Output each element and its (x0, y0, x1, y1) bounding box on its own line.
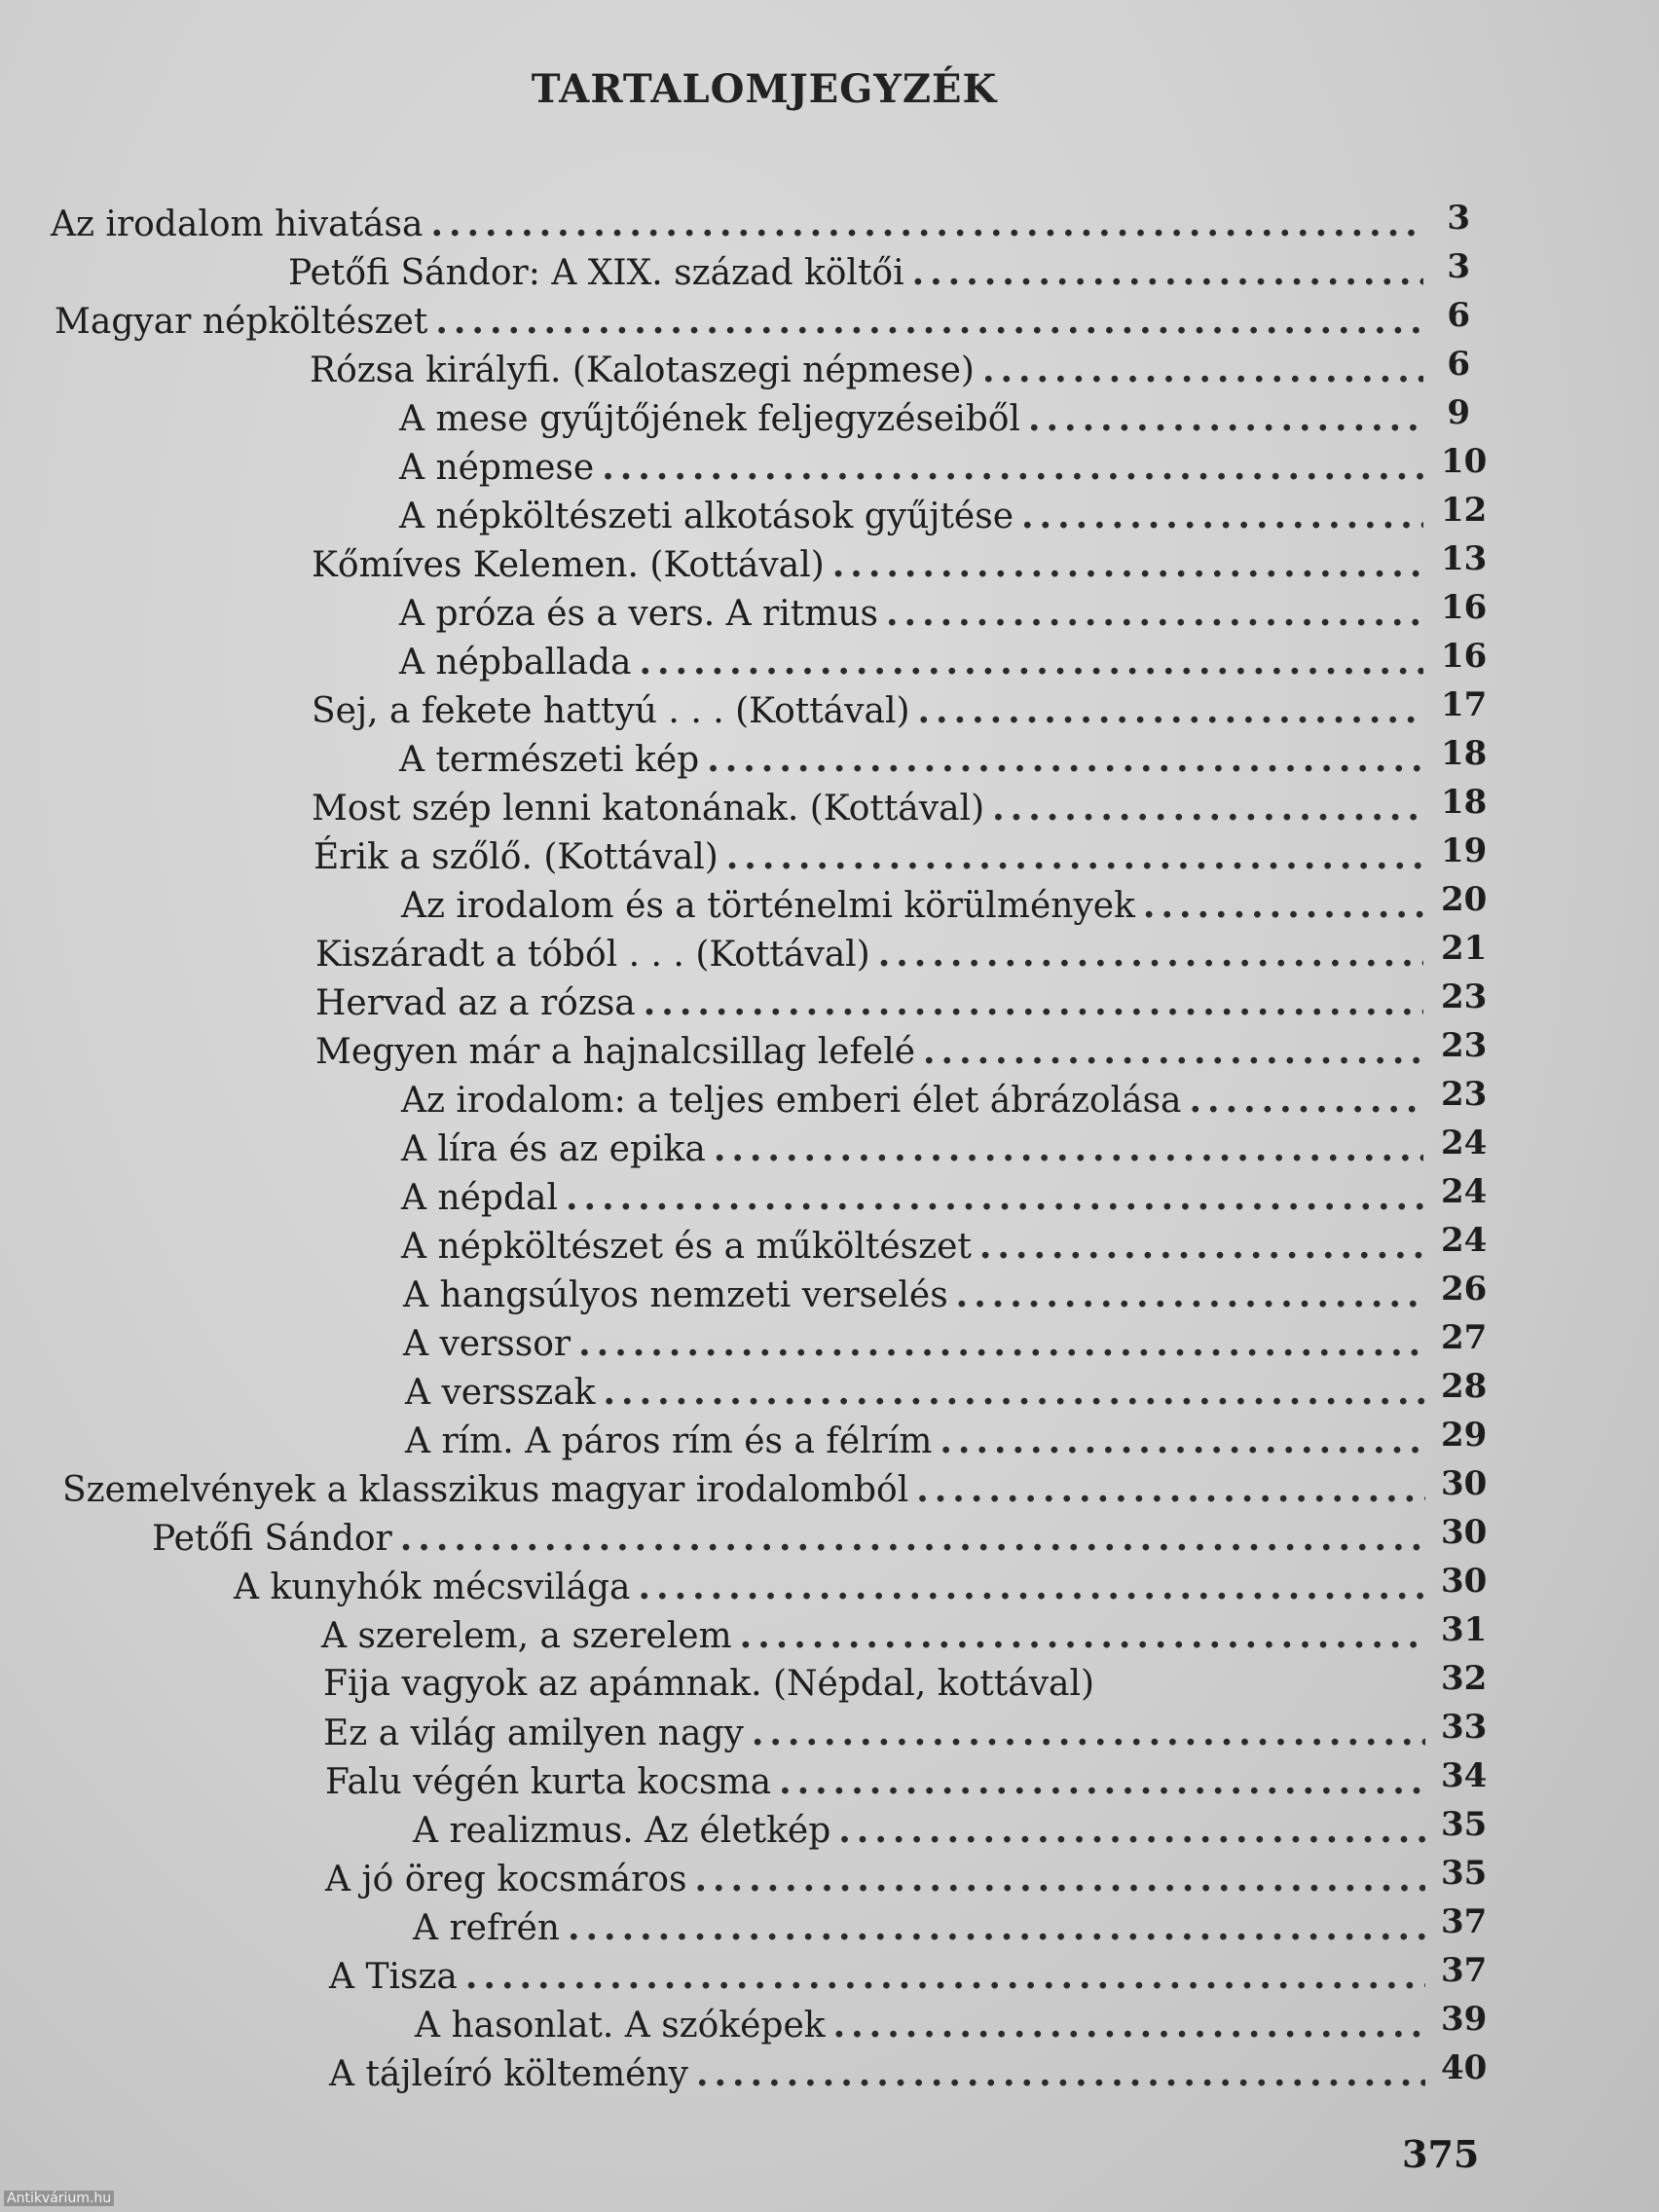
dot-leader (832, 540, 1423, 589)
toc-entry-page: 29 (1441, 1416, 1488, 1455)
toc-entry-title: A rím. A páros rím és a félrím (405, 1421, 933, 1461)
toc-entry (401, 881, 1423, 930)
toc-entry (405, 1368, 1427, 1417)
toc-entry-page: 17 (1441, 685, 1488, 724)
toc-entry-title: A hasonlat. A szóképek (415, 2006, 826, 2046)
toc-entry-page: 20 (1441, 880, 1488, 919)
dot-leader (923, 1027, 1423, 1076)
page-number: 375 (1402, 2132, 1480, 2176)
toc-entry-page: 37 (1441, 1902, 1488, 1941)
toc-entry-title: A verssor (403, 1324, 571, 1364)
toc-entry-page: 23 (1441, 1026, 1488, 1065)
dot-leader (940, 1417, 1425, 1465)
toc-entry (401, 1173, 1423, 1222)
watermark: Antikvárium.hu (4, 2191, 114, 2206)
toc-entry-title: A hangsúlyos nemzeti verselés (403, 1275, 948, 1315)
toc-entry-title: Ez a világ amilyen nagy (323, 1714, 744, 1753)
toc-entry (399, 443, 1423, 492)
toc-entry-page: 18 (1441, 734, 1488, 773)
dot-leader (714, 1124, 1423, 1173)
toc-entry (325, 1757, 1425, 1806)
toc-entry-title: Az irodalom és a történelmi körülmények (401, 886, 1135, 926)
dot-leader (639, 1563, 1426, 1611)
dot-leader (956, 1271, 1425, 1319)
toc-entry (399, 492, 1423, 540)
dot-leader (992, 784, 1423, 832)
toc-entry (312, 540, 1423, 589)
toc-entry-page: 6 (1447, 345, 1470, 384)
dot-leader (639, 638, 1423, 686)
toc-entry-title: Szemelvények a klasszikus magyar irodalomból (62, 1470, 909, 1510)
dot-leader (982, 346, 1423, 394)
toc-entry-title: A népmese (399, 448, 595, 488)
toc-entry-page: 24 (1441, 1221, 1488, 1260)
dot-leader (779, 1757, 1425, 1806)
toc-entry (51, 200, 1423, 248)
toc-entry-title: A kunyhók mécsvilága (234, 1567, 631, 1607)
toc-entry-title: A realizmus. Az életkép (413, 1811, 831, 1851)
toc-entry (405, 1417, 1425, 1465)
dot-leader (400, 1514, 1425, 1563)
toc-entry (413, 1806, 1425, 1855)
toc-entry-title: A líra és az epika (401, 1129, 706, 1169)
dot-leader (878, 930, 1423, 978)
dot-leader (694, 1855, 1425, 1903)
toc-entry (315, 1027, 1423, 1076)
dot-leader (1021, 492, 1423, 540)
toc-entry-page: 19 (1441, 831, 1488, 870)
toc-entry-title: A versszak (405, 1373, 596, 1413)
dot-leader (979, 1222, 1423, 1271)
page-title: TARTALOMJEGYZÉK (531, 66, 998, 112)
toc-entry-title: Hervad az a rózsa (315, 983, 636, 1023)
dot-leader (726, 832, 1423, 881)
toc-entry-page: 10 (1441, 442, 1488, 481)
dot-leader (916, 1465, 1425, 1514)
toc-entry-page: 24 (1441, 1124, 1488, 1162)
toc-entry (55, 297, 1423, 346)
toc-entry-page: 13 (1441, 539, 1488, 578)
toc-entry-title: A mese gyűjtőjének feljegyzéseiből (399, 399, 1020, 439)
toc-entry-title: Rózsa királyfi. (Kalotaszegi népmese) (310, 350, 975, 390)
dot-leader (644, 978, 1423, 1027)
toc-entry-title: Kiszáradt a tóból . . . (Kottával) (315, 935, 870, 975)
toc-entry-title: Kőmíves Kelemen. (Kottával) (312, 545, 825, 585)
toc-entry-page: 30 (1441, 1464, 1488, 1503)
dot-leader (568, 1903, 1425, 1952)
toc-entry (413, 1903, 1425, 1952)
toc-entry-page: 30 (1441, 1513, 1488, 1552)
toc-entry-page: 12 (1441, 491, 1488, 530)
toc-entry-page: 18 (1441, 783, 1488, 822)
toc-entry (313, 832, 1423, 881)
toc-entry (329, 1952, 1425, 2001)
dot-leader (1190, 1076, 1423, 1124)
toc-entry-page: 9 (1447, 393, 1470, 432)
toc-entry-title: A szerelem, a szerelem (321, 1616, 732, 1656)
toc-entry (403, 1271, 1425, 1319)
toc-entry-title: A népköltészet és a műköltészet (401, 1227, 972, 1267)
toc-entry-page: 27 (1441, 1318, 1488, 1357)
toc-entry (399, 735, 1423, 784)
toc-entry-title: Az irodalom: a teljes emberi élet ábrázolása (401, 1081, 1182, 1121)
dot-leader (566, 1173, 1423, 1222)
toc-entry-page: 30 (1441, 1562, 1488, 1601)
toc-entry-page: 24 (1441, 1172, 1488, 1211)
toc-entry (312, 784, 1423, 832)
toc-entry-page: 3 (1447, 199, 1470, 238)
toc-entry (399, 394, 1423, 443)
dot-leader (886, 589, 1423, 638)
toc-entry (321, 1611, 1425, 1660)
toc-entry-page: 21 (1441, 929, 1488, 968)
dot-leader (707, 735, 1423, 784)
toc-entry-page: 34 (1441, 1756, 1488, 1795)
toc-entry-page: 28 (1441, 1367, 1488, 1406)
toc-entry-page: 6 (1447, 296, 1470, 335)
dot-leader (918, 686, 1424, 735)
toc-entry (315, 930, 1423, 978)
toc-entry-title: A népballada (399, 643, 632, 682)
toc-entry (325, 1855, 1425, 1903)
toc-entry-title: A refrén (413, 1908, 560, 1948)
toc-entry-page: 39 (1441, 2000, 1488, 2039)
toc-entry-title: Most szép lenni katonának. (Kottával) (312, 789, 985, 829)
dot-leader (435, 297, 1423, 346)
toc-entry-page: 31 (1441, 1610, 1488, 1649)
toc-entry-title: A próza és a vers. A ritmus (399, 594, 879, 634)
toc-entry (329, 2049, 1425, 2098)
toc-entry-page: 40 (1441, 2048, 1488, 2087)
toc-entry-title: A tájleíró költemény (329, 2054, 688, 2094)
toc-entry-title: Magyar népköltészet (55, 302, 428, 342)
dot-leader (696, 2049, 1425, 2098)
toc-entry-title: Sej, a fekete hattyú . . . (Kottával) (312, 691, 910, 731)
toc-entry (401, 1222, 1423, 1271)
toc-entry-title: Érik a szőlő. (Kottával) (313, 837, 719, 877)
toc-entry-page: 32 (1441, 1659, 1488, 1698)
toc-entry-page: 3 (1447, 247, 1470, 286)
dot-leader (465, 1952, 1425, 2001)
toc-entry-title: Az irodalom hivatása (51, 204, 424, 244)
toc-entry (415, 2001, 1425, 2049)
toc-entry-title: A népköltészeti alkotások gyűjtése (399, 497, 1014, 536)
toc-entry (312, 686, 1423, 735)
toc-entry-title: Falu végén kurta kocsma (325, 1762, 772, 1802)
toc-entry (310, 346, 1423, 394)
toc-entry (401, 1076, 1423, 1124)
dot-leader (752, 1709, 1425, 1757)
toc-entry-title: Petőfi Sándor (152, 1519, 392, 1559)
dot-leader (838, 1806, 1425, 1855)
dot-leader (578, 1319, 1425, 1368)
dot-leader (602, 443, 1423, 492)
toc-entry-title: A jó öreg kocsmáros (325, 1860, 687, 1899)
toc-entry-page: 33 (1441, 1708, 1488, 1747)
dot-leader (604, 1368, 1428, 1417)
toc-entry (234, 1563, 1425, 1611)
toc-entry (288, 248, 1423, 297)
toc-entry (403, 1319, 1425, 1368)
toc-entry-page: 26 (1441, 1270, 1488, 1309)
toc-entry (401, 1124, 1423, 1173)
toc-entry (399, 589, 1423, 638)
toc-entry (323, 1709, 1425, 1757)
toc-entry (323, 1660, 1425, 1709)
toc-entry-page: 35 (1441, 1854, 1488, 1893)
toc-entry-title: A Tisza (329, 1957, 458, 1997)
toc-entry (62, 1465, 1425, 1514)
toc-entry-title: Fija vagyok az apámnak. (Népdal, kottával) (323, 1664, 1095, 1704)
dot-leader (833, 2001, 1425, 2049)
toc-entry-title: A népdal (401, 1178, 558, 1218)
dot-leader (740, 1611, 1425, 1660)
toc-entry-title: Megyen már a hajnalcsillag lefelé (315, 1032, 916, 1072)
toc-entry-page: 23 (1441, 1075, 1488, 1114)
dot-leader (1143, 881, 1423, 930)
toc-entry (399, 638, 1423, 686)
toc-entry-page: 23 (1441, 977, 1488, 1016)
toc-entry-title: A természeti kép (399, 740, 700, 780)
toc-entry-page: 16 (1441, 637, 1488, 676)
dot-leader (912, 248, 1423, 297)
dot-leader (430, 200, 1423, 248)
toc-entry (315, 978, 1423, 1027)
toc-entry-page: 16 (1441, 588, 1488, 627)
toc-entry (152, 1514, 1425, 1563)
toc-entry-page: 37 (1441, 1951, 1488, 1990)
dot-leader (1028, 394, 1423, 443)
toc-entry-title: Petőfi Sándor: A XIX. század költői (288, 253, 904, 293)
toc-entry-page: 35 (1441, 1805, 1488, 1844)
